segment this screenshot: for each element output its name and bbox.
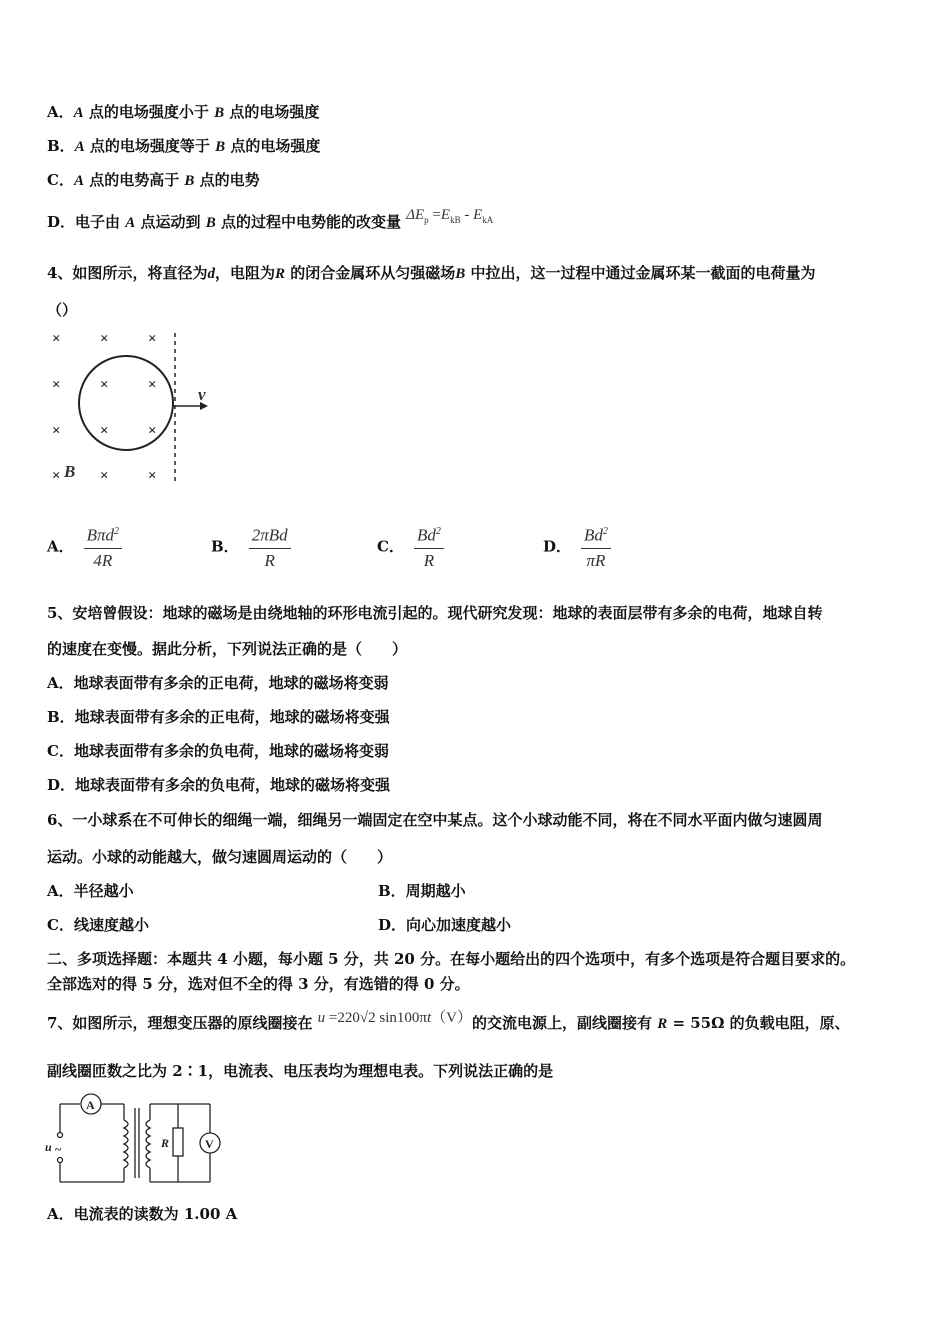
source-tilde-label: ~ <box>55 1142 62 1156</box>
q4-stem: 4、如图所示，将直径为d，电阻为R 的闭合金属环从匀强磁场B 中拉出，这一过程中通过金属环某一截面的电荷量为 <box>47 264 816 282</box>
q4-magnetic-field-figure <box>40 325 230 490</box>
field-label-b: B <box>64 462 76 481</box>
q7-transformer-circuit <box>40 1090 225 1190</box>
cross-mark: × <box>52 468 61 484</box>
source-voltage-formula: u =220√2 sin100πt（V） <box>317 1010 472 1026</box>
q3-option-a: A．A 点的电场强度小于 B 点的电场强度 <box>47 103 320 121</box>
velocity-label: v <box>198 385 206 404</box>
cross-mark: × <box>100 423 109 439</box>
secondary-coil <box>146 1120 150 1168</box>
q6-option-c: C．线速度越小 <box>47 916 149 934</box>
cross-mark: × <box>148 331 157 347</box>
resistor-label: R <box>161 1136 170 1150</box>
cross-mark: × <box>100 331 109 347</box>
q3-option-c: C．A 点的电势高于 B 点的电势 <box>47 171 260 189</box>
q6-option-b: B．周期越小 <box>378 882 466 900</box>
primary-coil <box>124 1120 128 1168</box>
q7-stem-line2: 副线圈匝数之比为 2∶1，电流表、电压表均为理想电表。下列说法正确的是 <box>47 1062 554 1080</box>
q3-option-d: D．电子由 A 点运动到 B 点的过程中电势能的改变量 $\Delta E_p =E_{kB} - E_{kA}$ <box>47 207 494 231</box>
q5-stem-line1: 5、安培曾假设：地球的磁场是由绕地轴的环形电流引起的。现代研究发现：地球的表面层带有多余的电荷，地球自转 <box>47 604 823 622</box>
q6-stem-line1: 6、一小球系在不可伸长的细绳一端，细绳另一端固定在空中某点。这个小球动能不同，将在不同水平面内做匀速圆周 <box>47 811 823 829</box>
q5-option-c: C．地球表面带有多余的负电荷，地球的磁场将变弱 <box>47 742 389 760</box>
q4-answer-paren: （） <box>47 301 78 319</box>
q4-option-c: C． $\frac{Bd^2}{R}$ <box>377 520 444 570</box>
q3-option-b: B．A 点的电场强度等于 B 点的电场强度 <box>47 137 321 155</box>
q5-option-a: A．地球表面带有多余的正电荷，地球的磁场将变弱 <box>47 674 389 692</box>
q5-option-d: D．地球表面带有多余的负电荷，地球的磁场将变强 <box>47 776 391 794</box>
q5-option-b: B．地球表面带有多余的正电荷，地球的磁场将变强 <box>47 708 390 726</box>
source-u-label: u <box>45 1140 52 1154</box>
energy-change-formula: $\Delta E_p =E_{kB} - E_{kA}$ <box>406 207 494 225</box>
q5-stem-line2: 的速度在变慢。据此分析，下列说法正确的是（ ） <box>47 640 408 658</box>
section2-header-line2: 全部选对的得 5 分，选对但不全的得 3 分，有选错的得 0 分。 <box>47 975 470 993</box>
cross-mark: × <box>52 377 61 393</box>
fraction: $\frac{B\pi d^2}{4R}$ <box>84 520 122 573</box>
fraction: $\frac{Bd^2}{\pi R}$ <box>581 520 611 573</box>
ammeter-label: A <box>86 1098 95 1112</box>
metal-ring <box>79 356 173 450</box>
q4-option-a: A． $\frac{B\pi d^2}{4R}$ <box>47 520 122 570</box>
q6-option-a: A．半径越小 <box>47 882 134 900</box>
cross-mark: × <box>148 468 157 484</box>
source-terminal-bottom <box>58 1158 63 1163</box>
fraction: $\frac{\text{2πBd}}{R}$ <box>249 520 291 573</box>
cross-mark: × <box>148 423 157 439</box>
q7-option-a: A．电流表的读数为 1.00 A <box>47 1205 238 1223</box>
q4-option-d: D． $\frac{Bd^2}{\pi R}$ <box>543 520 611 570</box>
cross-mark: × <box>52 331 61 347</box>
q6-stem-line2: 运动。小球的动能越大，做匀速圆周运动的（ ） <box>47 848 393 866</box>
cross-mark: × <box>148 377 157 393</box>
q4-option-b: B． $\frac{\text{2πBd}}{R}$ <box>211 520 291 570</box>
cross-mark: × <box>100 468 109 484</box>
q6-option-d: D．向心加速度越小 <box>378 916 512 934</box>
cross-mark: × <box>100 377 109 393</box>
cross-mark: × <box>52 423 61 439</box>
source-terminal-top <box>58 1133 63 1138</box>
section2-header-line1: 二、多项选择题：本题共 4 小题，每小题 5 分，共 20 分。在每小题给出的四个选项中，有多个选项是符合题目要求的。 <box>47 950 856 968</box>
voltmeter-label: V <box>205 1137 214 1151</box>
fraction: $\frac{Bd^2}{R}$ <box>414 520 444 573</box>
resistor-box <box>173 1128 183 1156</box>
q7-stem-line1: 7、如图所示，理想变压器的原线圈接在 u =220√2 sin100πt（V）的交流电源上，副线圈接有 R = 55Ω 的负载电阻，原、 <box>47 1010 850 1032</box>
